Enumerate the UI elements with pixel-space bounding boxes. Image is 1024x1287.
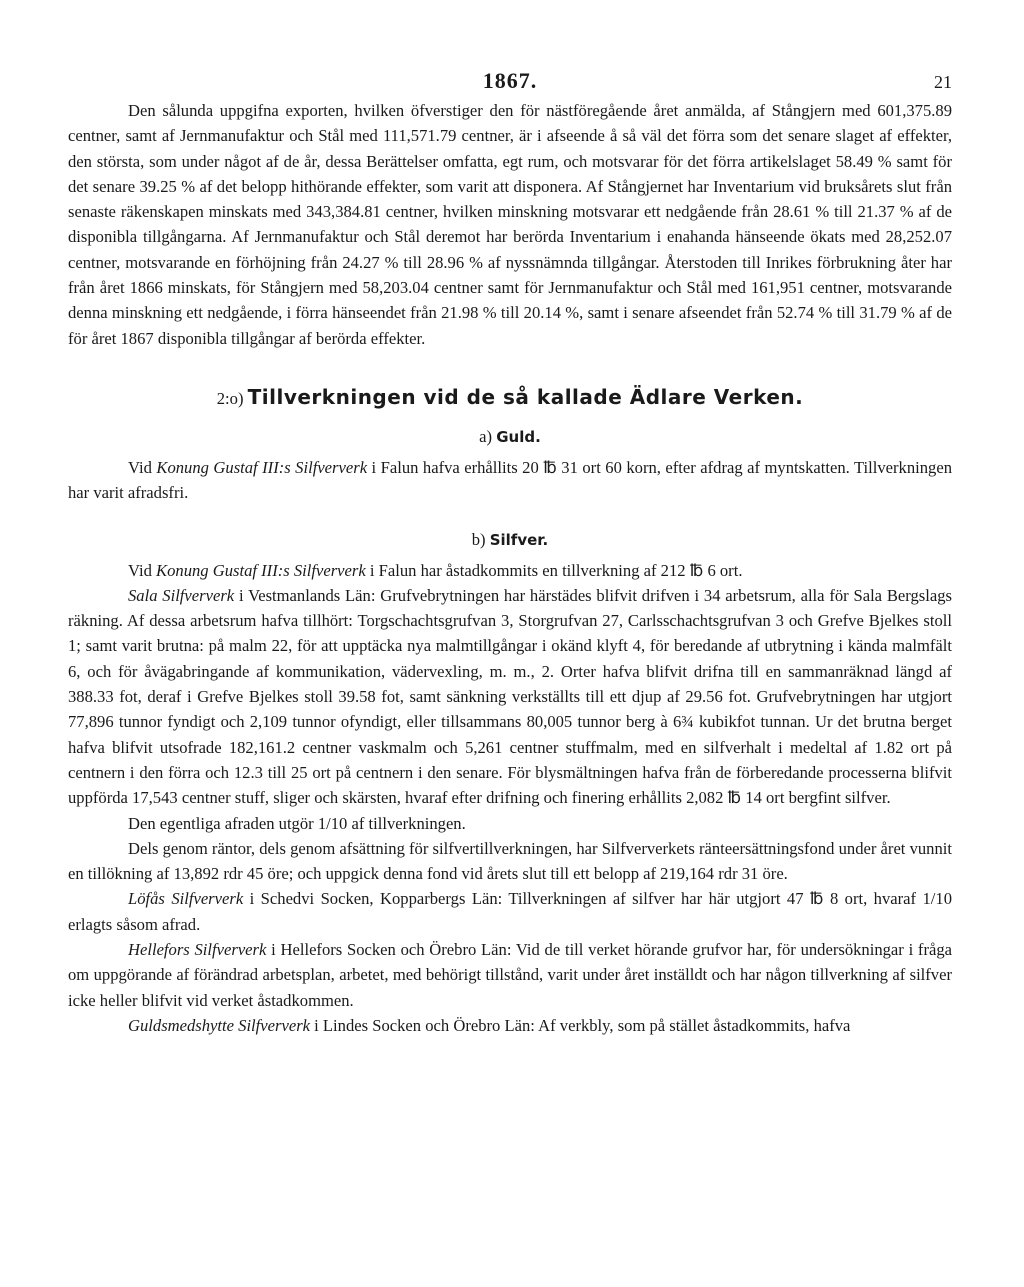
silfver-paragraph-sala — [68, 583, 952, 811]
intro-paragraph: Den sålunda uppgifna exporten, hvilken öfverstiger den för nästföregående året anmälda, af Stångjern med 601,375.89 centner, samt af Jernmanufaktur och Stål med 111,571.79 centner, är i afseende å så väl det förra som det senare slaget af effekter, den största, som under något af de år, dessa Berättelser omfatta, egt rum, och motsvarar för det förra artikelslaget 58.49 % samt för det senare 39.25 % af det belopp hithörande effekter, som varit att disponera. Af Stångjernet har Inventarium vid bruksårets slut från senaste räkenskapen minskats med 343,384.81 centner, hvilken minskning motsvarar ett nedgående från 28.61 % till 21.37 % af de disponibla tillgångarna. Af Jernmanufaktur och Stål deremot har berörda Inventarium i enahanda hänseende ökats med 28,252.07 centner, motsvarande en förhöjning från 24.27 % till 28.96 % af nyssnämnda tillgångar. Återstoden till Inrikes förbrukning åter har från året 1866 minskats, för Stångjern med 58,203.04 centner samt för Jernmanufaktur och Stål med 161,951 centner, motsvarande denna minskning ett nedgående, i förra hänseendet från 21.98 % till 20.14 %, samt i senare afseendet från 52.74 % till 31.79 % af de för året 1867 disponibla tillgångar af berörda effekter. — [68, 101, 952, 348]
page-year: 1867. — [482, 68, 538, 93]
silfver-sala-text: i Vestmanlands Län: Grufvebrytningen har härstädes blifvit drifven i 34 arbetsrum, alla för Sala Bergslags räkning. Af dessa arbetsrum hafva tillhört: Torgschachtsgrufvan 3, Storgrufvan 27, Carlsschachtsgrufvan 3 och Grefve Bjelkes stoll 1; samt varit brutna: på malm 22, för att upptäcka nya malmtillgångar i okänd klyft 4, för beredande af utbrytning i kända malmfält 6, och för åvägabringande af kommunikation, vädervexling, m. m., 2. Orter hafva blifvit drifna till en sammanräknad längd af 388.33 fot, deraf i Grefve Bjelkes stoll 39.58 fot, samt sänkning verkställts till ett djup af 29.56 fot. Grufvebrytningen har utgjort 77,896 tunnor fyndigt och 2,109 tunnor ofyndigt, eller tillsammans 80,005 tunnor berg à 6¾ kubikfot tunnan. Ur det brutna berget hafva blifvit utsofrade 182,161.2 centner vaskmalm och 5,261 centner stuffmalm, med en silfverhalt i medeltal af 1.82 ort på centnern i den förra och 12.3 till 25 ort på centnern i den senare. För blysmältningen hafva från de förberedande processerna blifvit uppfördа 17,543 centner stuff, sliger och skärsten, hvaraf efter drifning och finering erhållits 2,082 ℔ 14 ort bergfint silfver. — [68, 585, 952, 808]
section-number: 2:o) — [216, 388, 244, 408]
guld-paragraph-works-name: Konung Gustaf III:s Silfververk — [156, 457, 368, 477]
silfver-lofas-works-name: Löfås Silfververk — [128, 889, 244, 909]
subheading-silfver-label: b) — [471, 529, 486, 549]
silfver-paragraph-lofas — [68, 886, 952, 937]
silfver-paragraph-afrad: Den egentliga afraden utgör 1/10 af tillverkningen. — [128, 813, 466, 833]
subheading-silfver — [68, 530, 952, 550]
silfver-paragraph-fond: Dels genom räntor, dels genom afsättning för silfvertillverkningen, har Silfververkets ränteersättningsfond under året vunnit en tillökning af 13,892 rdr 45 öre; och uppgick denna fond vid årets slut till ett belopp af 219,164 rdr 31 öre. — [68, 838, 952, 884]
page-number: 21 — [934, 72, 952, 92]
guld-paragraph — [68, 455, 952, 506]
subheading-silfver-title: Silfver. — [489, 530, 549, 549]
silfver-paragraph-guldsmedshytte — [68, 1013, 952, 1038]
guld-paragraph-prefix: Vid — [128, 457, 157, 477]
silfver-falun-text: i Falun har åstadkommits en tillverkning af 212 ℔ 6 ort. — [365, 560, 743, 580]
subheading-guld-title: Guld. — [496, 427, 541, 446]
document-page — [68, 68, 952, 1038]
silfver-hellefors-text: i Hellefors Socken och Örebro Län: Vid de till verket hörande grufvor har, för undersökningar i fråga om uppgörande af förändrad arbetsplan, arbetet, med behörigt tillstånd, varit under året inställdt och har någon tillverkning af silfver icke heller blifvit vid verket åstadkommen. — [68, 940, 953, 1010]
guld-paragraph-text: i Falun hafva erhållits 20 ℔ 31 ort 60 korn, efter afdrag af myntskatten. Tillverkningen har varit afradsfri. — [68, 457, 952, 503]
silfver-falun-prefix: Vid — [128, 560, 157, 580]
page-header — [68, 68, 952, 98]
section-heading — [68, 385, 952, 409]
section-title: Tillverkningen vid de så kallade Ädlare Verken. — [247, 384, 804, 409]
subheading-guld-label: a) — [479, 426, 493, 446]
subheading-guld — [68, 427, 952, 447]
silfver-sala-works-name: Sala Silfververk — [128, 585, 235, 605]
silfver-paragraph-falun — [68, 558, 952, 583]
silfver-hellefors-works-name: Hellefors Silfververk — [128, 940, 267, 960]
silfver-guldsmedshytte-works-name: Guldsmedshytte Silfververk — [128, 1015, 311, 1035]
silfver-lofas-text: i Schedvi Socken, Kopparbergs Län: Tillverkningen af silfver har här utgjort 47 ℔ 8 ort, hvaraf 1/10 erlagts såsom afrad. — [68, 889, 952, 934]
silfver-paragraph-hellefors — [68, 937, 952, 1013]
silfver-guldsmedshytte-text: i Lindes Socken och Örebro Län: Af verkbly, som på stället åstadkommits, hafva — [310, 1015, 851, 1035]
silfver-falun-works-name: Konung Gustaf III:s Silfververk — [156, 560, 366, 580]
